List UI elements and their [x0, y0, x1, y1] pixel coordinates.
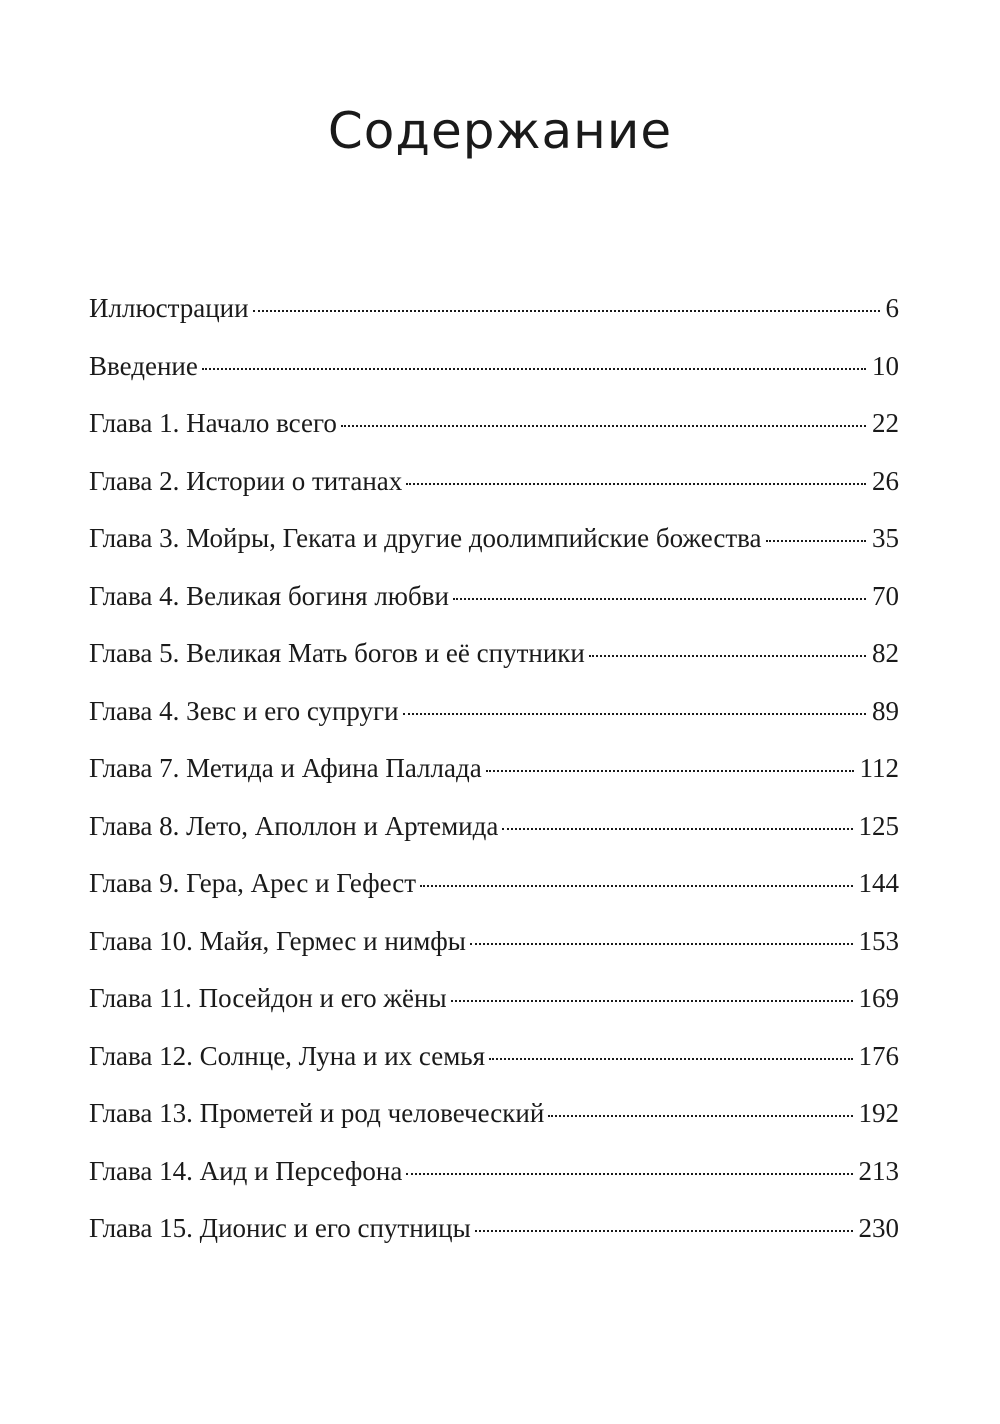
toc-entry[interactable]: [89, 913, 899, 971]
toc-entry-title: Глава 4. Зевс и его супруги: [89, 695, 399, 726]
dot-leader: [403, 713, 866, 715]
toc-entry[interactable]: [89, 1200, 899, 1258]
toc-entry-title: Глава 9. Гера, Арес и Гефест: [89, 868, 417, 898]
toc-entry-page: 112: [859, 753, 899, 783]
toc-entry[interactable]: [89, 1085, 899, 1143]
toc-entry[interactable]: [89, 1143, 899, 1201]
toc-entry[interactable]: [89, 740, 899, 798]
toc-entry-title: Глава 14. Аид и Персефона: [89, 1155, 403, 1186]
dot-leader: [766, 540, 866, 542]
toc-entry-title: Введение: [89, 350, 198, 381]
toc-entry-page: 89: [872, 695, 899, 726]
toc-entry[interactable]: [89, 453, 899, 511]
dot-leader: [202, 368, 866, 370]
dot-leader: [470, 943, 853, 945]
toc-entry[interactable]: [89, 970, 899, 1028]
dot-leader: [451, 1000, 853, 1002]
toc-entry-title: Глава 12. Солнце, Луна и их семья: [89, 1040, 486, 1071]
table-of-contents: [89, 280, 899, 1258]
toc-entry-page: 26: [872, 465, 899, 496]
dot-leader: [589, 655, 866, 657]
toc-entry-title: Глава 3. Мойры, Геката и другие доолимпийские божества: [89, 523, 762, 553]
page-title: Содержание: [327, 102, 673, 160]
toc-entry-title: Глава 15. Дионис и его спутницы: [89, 1213, 471, 1243]
dot-leader: [548, 1115, 852, 1117]
toc-entry-page: 176: [858, 1040, 899, 1071]
toc-entry-title: Глава 11. Посейдон и его жёны: [89, 983, 447, 1013]
toc-entry[interactable]: [89, 683, 899, 741]
toc-entry-page: 6: [885, 293, 899, 323]
toc-entry[interactable]: [89, 510, 899, 568]
dot-leader: [489, 1058, 852, 1060]
dot-leader: [475, 1230, 853, 1232]
toc-entry[interactable]: [89, 280, 899, 338]
toc-entry[interactable]: [89, 395, 899, 453]
dot-leader: [486, 770, 854, 772]
dot-leader: [406, 483, 866, 485]
toc-entry[interactable]: [89, 798, 899, 856]
toc-entry-title: Глава 1. Начало всего: [89, 408, 337, 438]
toc-entry-page: 213: [858, 1155, 899, 1186]
toc-entry-page: 153: [858, 925, 899, 956]
toc-entry-page: 144: [858, 868, 899, 898]
dot-leader: [341, 425, 866, 427]
toc-entry-page: 82: [872, 638, 899, 668]
toc-entry-title: Глава 7. Метида и Афина Паллада: [89, 753, 482, 783]
dot-leader: [453, 598, 866, 600]
toc-entry-title: Глава 10. Майя, Гермес и нимфы: [89, 925, 466, 956]
dot-leader: [502, 828, 852, 830]
toc-entry-title: Глава 4. Великая богиня любви: [89, 580, 449, 611]
toc-entry-page: 125: [858, 810, 899, 841]
toc-entry-title: Глава 2. Истории о титанах: [89, 465, 403, 496]
toc-entry-title: Глава 13. Прометей и род человеческий: [89, 1098, 545, 1128]
toc-entry[interactable]: [89, 855, 899, 913]
dot-leader: [406, 1173, 852, 1175]
toc-entry[interactable]: [89, 338, 899, 396]
toc-entry[interactable]: [89, 1028, 899, 1086]
toc-entry-page: 10: [872, 350, 899, 381]
toc-entry-page: 230: [858, 1213, 899, 1243]
dot-leader: [420, 885, 852, 887]
toc-entry-title: Иллюстрации: [89, 293, 249, 323]
toc-entry-page: 192: [858, 1098, 899, 1128]
toc-entry-title: Глава 5. Великая Мать богов и её спутники: [89, 638, 585, 668]
toc-entry-page: 169: [858, 983, 899, 1013]
toc-entry-page: 22: [872, 408, 899, 438]
toc-entry[interactable]: [89, 625, 899, 683]
toc-entry-page: 35: [872, 523, 899, 553]
toc-entry[interactable]: [89, 568, 899, 626]
toc-entry-page: 70: [872, 580, 899, 611]
toc-entry-title: Глава 8. Лето, Аполлон и Артемида: [89, 810, 499, 841]
dot-leader: [253, 310, 880, 312]
